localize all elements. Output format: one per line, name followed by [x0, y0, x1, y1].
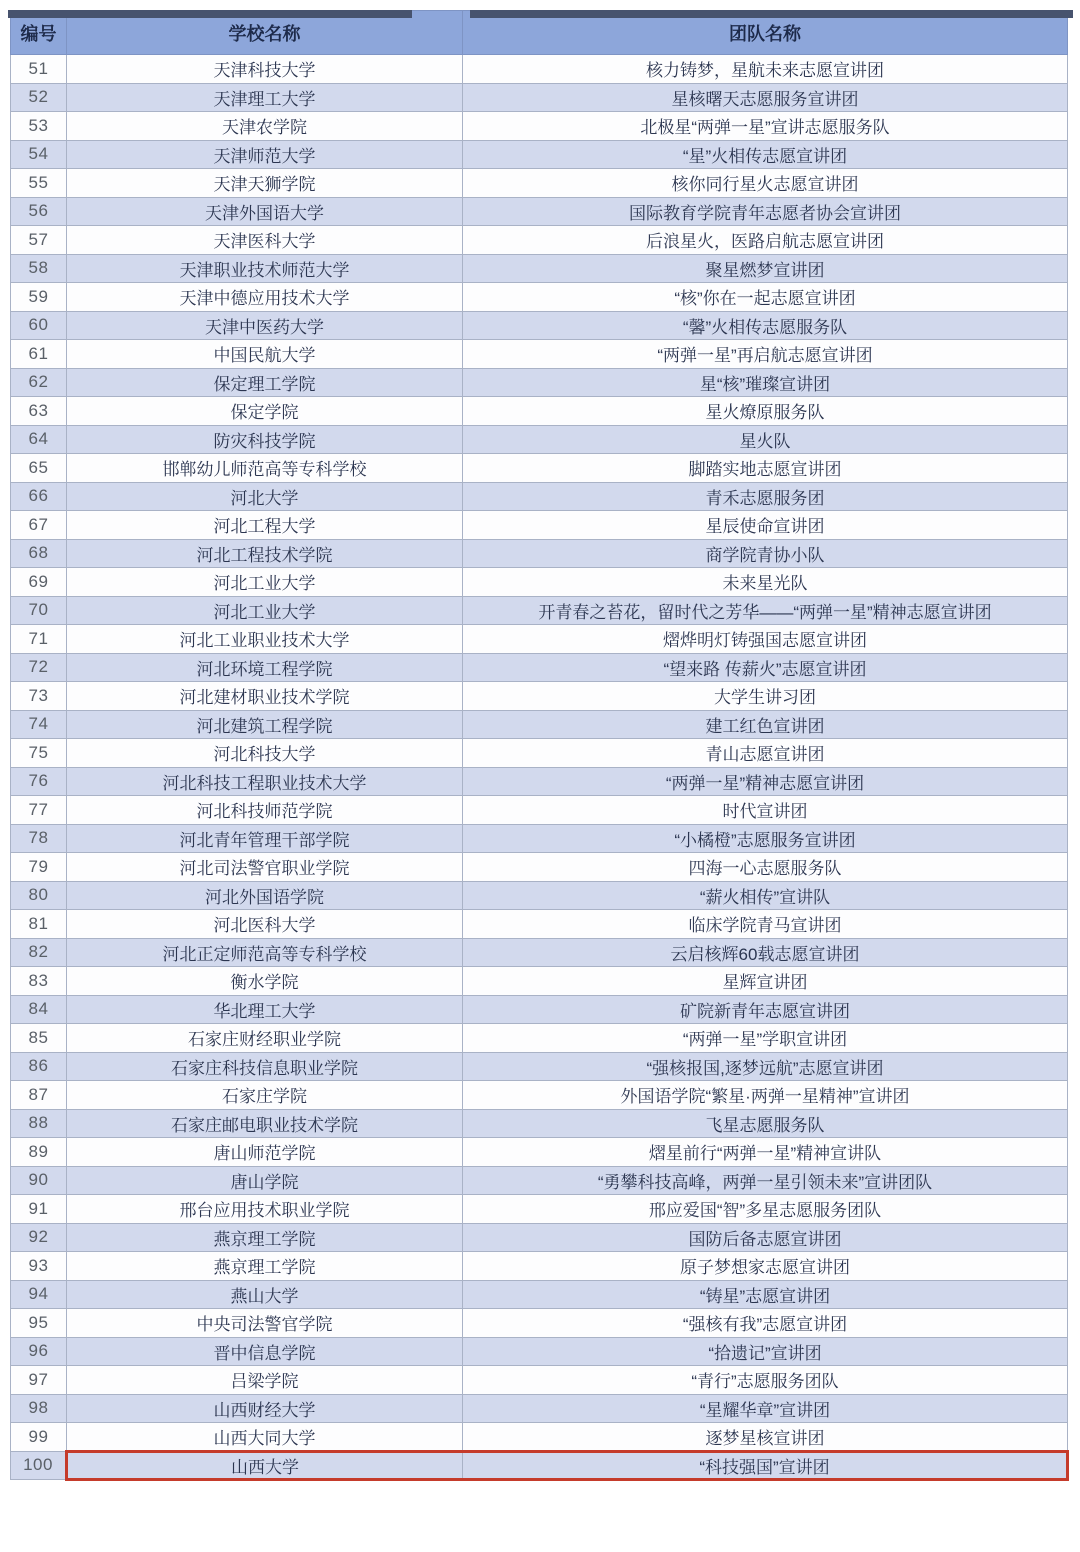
table-row: [11, 1280, 1068, 1309]
school-name-cell: 河北建材职业技术学院: [67, 682, 463, 711]
row-number-cell: 52: [11, 83, 67, 112]
table-row: [11, 1223, 1068, 1252]
table-row: [11, 1451, 1068, 1480]
table-row: [11, 254, 1068, 283]
row-number-cell: 54: [11, 140, 67, 169]
team-name-cell: 青山志愿宣讲团: [463, 739, 1068, 768]
school-name-cell: 河北工业大学: [67, 568, 463, 597]
school-name-cell: 唐山师范学院: [67, 1138, 463, 1167]
row-number-cell: 82: [11, 938, 67, 967]
table-row: [11, 140, 1068, 169]
table-row: [11, 425, 1068, 454]
school-name-cell: 石家庄财经职业学院: [67, 1024, 463, 1053]
school-name-cell: 燕京理工学院: [67, 1223, 463, 1252]
row-number-cell: 60: [11, 311, 67, 340]
table-row: [11, 653, 1068, 682]
team-name-cell: 大学生讲习团: [463, 682, 1068, 711]
table-row: [11, 767, 1068, 796]
team-name-cell: 原子梦想家志愿宣讲团: [463, 1252, 1068, 1281]
row-number-cell: 53: [11, 112, 67, 141]
school-name-cell: 石家庄科技信息职业学院: [67, 1052, 463, 1081]
school-name-cell: 天津师范大学: [67, 140, 463, 169]
school-name-cell: 保定学院: [67, 397, 463, 426]
row-number-cell: 65: [11, 454, 67, 483]
row-number-cell: 72: [11, 653, 67, 682]
team-name-cell: 外国语学院“繁星·两弹一星精神”宣讲团: [463, 1081, 1068, 1110]
school-name-cell: 河北工程技术学院: [67, 539, 463, 568]
team-name-cell: 脚踏实地志愿宣讲团: [463, 454, 1068, 483]
row-number-cell: 59: [11, 283, 67, 312]
row-number-cell: 74: [11, 710, 67, 739]
table-row: [11, 112, 1068, 141]
table-row: [11, 1337, 1068, 1366]
team-name-cell: “薪火相传”宣讲队: [463, 881, 1068, 910]
row-number-cell: 98: [11, 1394, 67, 1423]
team-name-cell: 矿院新青年志愿宣讲团: [463, 995, 1068, 1024]
table-row: [11, 568, 1068, 597]
team-name-cell: “强核有我”志愿宣讲团: [463, 1309, 1068, 1338]
row-number-cell: 100: [11, 1451, 67, 1480]
row-number-cell: 83: [11, 967, 67, 996]
row-number-cell: 91: [11, 1195, 67, 1224]
table-row: [11, 397, 1068, 426]
table-row: [11, 853, 1068, 882]
row-number-cell: 62: [11, 368, 67, 397]
school-name-cell: 天津理工大学: [67, 83, 463, 112]
team-name-cell: 星辰使命宣讲团: [463, 511, 1068, 540]
row-number-cell: 97: [11, 1366, 67, 1395]
row-number-cell: 71: [11, 625, 67, 654]
table-row: [11, 995, 1068, 1024]
row-number-cell: 81: [11, 910, 67, 939]
team-name-cell: 临床学院青马宣讲团: [463, 910, 1068, 939]
school-name-cell: 中国民航大学: [67, 340, 463, 369]
school-name-cell: 河北科技工程职业技术大学: [67, 767, 463, 796]
table-row: [11, 682, 1068, 711]
table-row: [11, 1394, 1068, 1423]
col-header-team: 团队名称: [463, 11, 1068, 55]
school-name-cell: 石家庄邮电职业技术学院: [67, 1109, 463, 1138]
team-name-cell: “星”火相传志愿宣讲团: [463, 140, 1068, 169]
row-number-cell: 51: [11, 55, 67, 84]
col-header-number: 编号: [11, 11, 67, 55]
team-name-cell: 熠烨明灯铸强国志愿宣讲团: [463, 625, 1068, 654]
row-number-cell: 63: [11, 397, 67, 426]
table-row: [11, 1109, 1068, 1138]
row-number-cell: 90: [11, 1166, 67, 1195]
row-number-cell: 55: [11, 169, 67, 198]
row-number-cell: 56: [11, 197, 67, 226]
team-name-cell: 星核曙天志愿服务宣讲团: [463, 83, 1068, 112]
row-number-cell: 92: [11, 1223, 67, 1252]
school-name-cell: 河北外国语学院: [67, 881, 463, 910]
team-name-cell: “望来路 传薪火”志愿宣讲团: [463, 653, 1068, 682]
table-row: [11, 368, 1068, 397]
school-name-cell: 河北建筑工程学院: [67, 710, 463, 739]
school-name-cell: 河北科技大学: [67, 739, 463, 768]
school-name-cell: 邢台应用技术职业学院: [67, 1195, 463, 1224]
team-name-cell: 熠星前行“两弹一星”精神宣讲队: [463, 1138, 1068, 1167]
school-name-cell: 燕京理工学院: [67, 1252, 463, 1281]
table-row: [11, 340, 1068, 369]
team-name-cell: 后浪星火，医路启航志愿宣讲团: [463, 226, 1068, 255]
table-row: [11, 625, 1068, 654]
table-row: [11, 1423, 1068, 1452]
top-partial-row-right: [470, 10, 1073, 18]
school-name-cell: 唐山学院: [67, 1166, 463, 1195]
row-number-cell: 87: [11, 1081, 67, 1110]
table-row: [11, 1138, 1068, 1167]
table-row: [11, 910, 1068, 939]
school-name-cell: 防灾科技学院: [67, 425, 463, 454]
row-number-cell: 85: [11, 1024, 67, 1053]
school-name-cell: 山西财经大学: [67, 1394, 463, 1423]
school-name-cell: 衡水学院: [67, 967, 463, 996]
team-name-cell: 星火队: [463, 425, 1068, 454]
table-row: [11, 1252, 1068, 1281]
top-partial-row: [0, 10, 1080, 19]
school-name-cell: 吕梁学院: [67, 1366, 463, 1395]
school-name-cell: 河北正定师范高等专科学校: [67, 938, 463, 967]
school-name-cell: 燕山大学: [67, 1280, 463, 1309]
row-number-cell: 80: [11, 881, 67, 910]
table-row: [11, 739, 1068, 768]
row-number-cell: 95: [11, 1309, 67, 1338]
row-number-cell: 61: [11, 340, 67, 369]
table-row: [11, 596, 1068, 625]
team-name-cell: 星“核”璀璨宣讲团: [463, 368, 1068, 397]
row-number-cell: 94: [11, 1280, 67, 1309]
table-row: [11, 482, 1068, 511]
row-number-cell: 99: [11, 1423, 67, 1452]
school-name-cell: 华北理工大学: [67, 995, 463, 1024]
school-name-cell: 河北工业职业技术大学: [67, 625, 463, 654]
row-number-cell: 96: [11, 1337, 67, 1366]
school-name-cell: 邯郸幼儿师范高等专科学校: [67, 454, 463, 483]
school-name-cell: 天津天狮学院: [67, 169, 463, 198]
page: [0, 10, 1080, 1552]
team-name-cell: “星耀华章”宣讲团: [463, 1394, 1068, 1423]
team-name-cell: “科技强国”宣讲团: [463, 1451, 1068, 1480]
table-row: [11, 283, 1068, 312]
team-name-cell: 建工红色宣讲团: [463, 710, 1068, 739]
team-name-cell: 云启核辉60载志愿宣讲团: [463, 938, 1068, 967]
table-row: [11, 1166, 1068, 1195]
school-name-cell: 晋中信息学院: [67, 1337, 463, 1366]
school-name-cell: 河北环境工程学院: [67, 653, 463, 682]
table-row: [11, 881, 1068, 910]
top-partial-row-left: [8, 10, 412, 18]
row-number-cell: 75: [11, 739, 67, 768]
team-name-cell: 商学院青协小队: [463, 539, 1068, 568]
table-row: [11, 169, 1068, 198]
table-row: [11, 454, 1068, 483]
team-name-cell: “两弹一星”学职宣讲团: [463, 1024, 1068, 1053]
table-row: [11, 197, 1068, 226]
row-number-cell: 67: [11, 511, 67, 540]
table-row: [11, 1309, 1068, 1338]
school-name-cell: 河北司法警官职业学院: [67, 853, 463, 882]
school-name-cell: 天津中德应用技术大学: [67, 283, 463, 312]
row-number-cell: 86: [11, 1052, 67, 1081]
team-name-cell: 时代宣讲团: [463, 796, 1068, 825]
team-name-cell: 青禾志愿服务团: [463, 482, 1068, 511]
table-row: [11, 824, 1068, 853]
team-name-cell: 四海一心志愿服务队: [463, 853, 1068, 882]
team-name-cell: “小橘橙”志愿服务宣讲团: [463, 824, 1068, 853]
team-name-cell: 核你同行星火志愿宣讲团: [463, 169, 1068, 198]
team-name-cell: 星辉宣讲团: [463, 967, 1068, 996]
table-row: [11, 1366, 1068, 1395]
table-row: [11, 83, 1068, 112]
table-row: [11, 1081, 1068, 1110]
school-name-cell: 河北工程大学: [67, 511, 463, 540]
team-name-cell: “铸星”志愿宣讲团: [463, 1280, 1068, 1309]
team-name-cell: 聚星燃梦宣讲团: [463, 254, 1068, 283]
row-number-cell: 68: [11, 539, 67, 568]
table-row: [11, 796, 1068, 825]
team-name-cell: “两弹一星”再启航志愿宣讲团: [463, 340, 1068, 369]
team-name-cell: “两弹一星”精神志愿宣讲团: [463, 767, 1068, 796]
team-name-cell: 国防后备志愿宣讲团: [463, 1223, 1068, 1252]
row-number-cell: 78: [11, 824, 67, 853]
team-name-cell: 星火燎原服务队: [463, 397, 1068, 426]
school-name-cell: 天津医科大学: [67, 226, 463, 255]
row-number-cell: 89: [11, 1138, 67, 1167]
team-name-cell: “强核报国,逐梦远航”志愿宣讲团: [463, 1052, 1068, 1081]
school-name-cell: 天津中医药大学: [67, 311, 463, 340]
table-row: [11, 938, 1068, 967]
col-header-school: 学校名称: [67, 11, 463, 55]
school-name-cell: 河北大学: [67, 482, 463, 511]
team-name-cell: 逐梦星核宣讲团: [463, 1423, 1068, 1452]
row-number-cell: 93: [11, 1252, 67, 1281]
team-name-cell: 邢应爱国“智”多星志愿服务团队: [463, 1195, 1068, 1224]
row-number-cell: 58: [11, 254, 67, 283]
row-number-cell: 69: [11, 568, 67, 597]
row-number-cell: 84: [11, 995, 67, 1024]
table-row: [11, 1195, 1068, 1224]
row-number-cell: 57: [11, 226, 67, 255]
row-number-cell: 76: [11, 767, 67, 796]
row-number-cell: 79: [11, 853, 67, 882]
school-name-cell: 山西大同大学: [67, 1423, 463, 1452]
row-number-cell: 88: [11, 1109, 67, 1138]
school-name-cell: 河北科技师范学院: [67, 796, 463, 825]
school-name-cell: 天津职业技术师范大学: [67, 254, 463, 283]
award-team-table: [10, 10, 1069, 1481]
row-number-cell: 70: [11, 596, 67, 625]
school-name-cell: 河北工业大学: [67, 596, 463, 625]
team-name-cell: 北极星“两弹一星”宣讲志愿服务队: [463, 112, 1068, 141]
school-name-cell: 山西大学: [67, 1451, 463, 1480]
school-name-cell: 天津外国语大学: [67, 197, 463, 226]
row-number-cell: 77: [11, 796, 67, 825]
team-name-cell: “勇攀科技高峰，两弹一星引领未来”宣讲团队: [463, 1166, 1068, 1195]
school-name-cell: 河北医科大学: [67, 910, 463, 939]
table-row: [11, 1052, 1068, 1081]
team-name-cell: 飞星志愿服务队: [463, 1109, 1068, 1138]
table-row: [11, 511, 1068, 540]
school-name-cell: 中央司法警官学院: [67, 1309, 463, 1338]
table-row: [11, 55, 1068, 84]
school-name-cell: 天津农学院: [67, 112, 463, 141]
row-number-cell: 66: [11, 482, 67, 511]
table-row: [11, 539, 1068, 568]
team-name-cell: “青行”志愿服务团队: [463, 1366, 1068, 1395]
team-name-cell: “馨”火相传志愿服务队: [463, 311, 1068, 340]
team-name-cell: 国际教育学院青年志愿者协会宣讲团: [463, 197, 1068, 226]
team-name-cell: 未来星光队: [463, 568, 1068, 597]
school-name-cell: 保定理工学院: [67, 368, 463, 397]
table-row: [11, 1024, 1068, 1053]
team-name-cell: “拾遗记”宣讲团: [463, 1337, 1068, 1366]
team-name-cell: 开青春之苔花，留时代之芳华——“两弹一星”精神志愿宣讲团: [463, 596, 1068, 625]
table-row: [11, 967, 1068, 996]
table-row: [11, 226, 1068, 255]
team-name-cell: 核力铸梦，星航未来志愿宣讲团: [463, 55, 1068, 84]
school-name-cell: 石家庄学院: [67, 1081, 463, 1110]
row-number-cell: 73: [11, 682, 67, 711]
row-number-cell: 64: [11, 425, 67, 454]
team-name-cell: “核”你在一起志愿宣讲团: [463, 283, 1068, 312]
table-row: [11, 710, 1068, 739]
school-name-cell: 河北青年管理干部学院: [67, 824, 463, 853]
table-row: [11, 311, 1068, 340]
school-name-cell: 天津科技大学: [67, 55, 463, 84]
